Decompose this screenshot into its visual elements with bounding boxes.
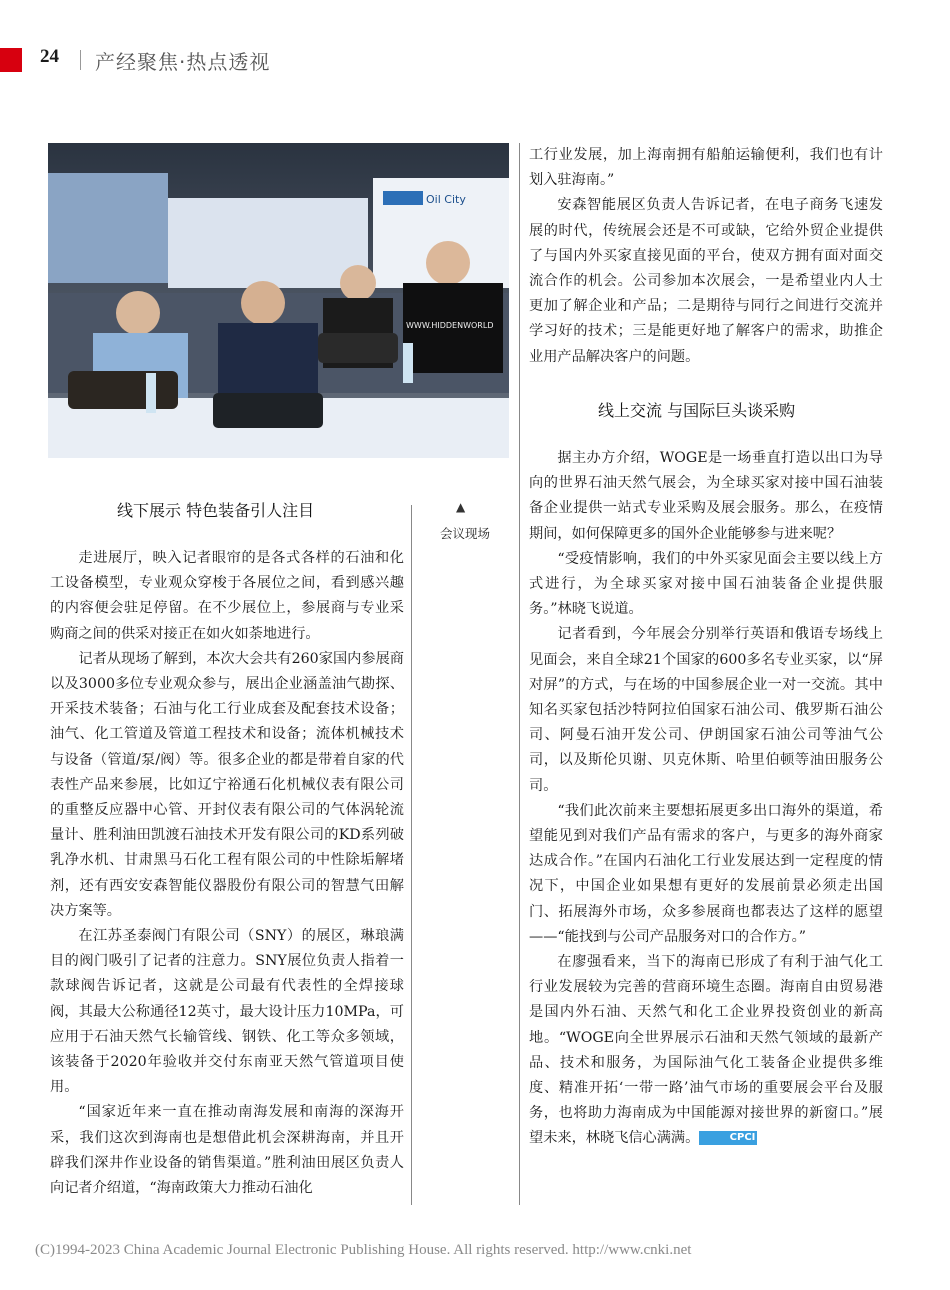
column-divider-right: [519, 143, 520, 1205]
right-column-top: [529, 143, 883, 370]
paragraph-last: [529, 950, 883, 1152]
paragraph: 据主办方介绍，WOGE是一场垂直打造以出口为导向的世界石油天然气展会，为全球买家对接中国石油装备企业提供一站式专业采购及展会服务。那么，在疫情期间，如何保障更多的国外企业能够参与进来呢？: [529, 450, 883, 542]
paragraph: 记者从现场了解到，本次大会共有260家国内参展商以及3000多位专业观众参与，展出企业涵盖油气勘探、开采技术装备；石油与化工行业成套及配套技术设备；油气、化工管道及管道工程技术和设备；流体机械技术与设备（管道/泵/阀）等。很多企业的都是带着自家的代表性产品来参展，比如辽宁裕通石化机械仪表有限公司的重整反应器中心管、开封仪表有限公司的气体涡轮流量计、胜利油田凯渡石油技术开发有限公司的KD系列破乳净水机、甘肃黑马石化工程有限公司的中性除垢解堵剂，还有西安安森智能仪器股份有限公司的智慧气田解决方案等。: [50, 650, 404, 919]
exhibition-photo: [48, 143, 509, 458]
section-title: 产经聚焦·热点透视: [95, 50, 271, 74]
paragraph: 工行业发展，加上海南拥有船舶运输便利，我们也有计划入驻海南。”: [529, 147, 883, 189]
caption-arrow: ▲: [456, 500, 466, 514]
header-divider: [80, 50, 81, 70]
paragraph: 记者看到，今年展会分别举行英语和俄语专场线上见面会，来自全球21个国家的600多名专业买家，以“屏对屏”的方式，与在场的中国参展企业一对一交流。其中知名买家包括沙特阿拉伯国家石油公司、俄罗斯石油公司、阿曼石油开发公司、伊朗国家石油公司等油气公司，以及斯伦贝谢、贝克休斯、哈里伯顿等油田服务公司。: [529, 626, 883, 794]
paragraph: 安森智能展区负责人告诉记者，在电子商务飞速发展的时代，传统展会还是不可或缺，它给外贸企业提供了与国内外买家直接见面的平台，使双方拥有面对面交流合作的机会。公司参加本次展会，一是希望业内人士更加了解企业和产品；二是期待与同行之间进行交流并学习好的技术；三是能更好地了解客户的需求，助推企业用产品解决客户的问题。: [529, 197, 883, 365]
left-column: [50, 546, 404, 1201]
photo-caption: 会议现场: [440, 526, 491, 541]
paragraph: “我们此次前来主要想拓展更多出口海外的渠道，希望能见到对我们产品有需求的客户，与更多的海外商家达成合作。”在国内石油化工行业发展达到一定程度的情况下，中国企业如果想有更好的发展前景必须走出国门、拓展海外市场，众多参展商也都表达了这样的愿望——“能找到与公司产品服务对口的合作方。”: [529, 802, 883, 945]
right-column-bottom: [529, 446, 883, 1152]
paragraph: 在江苏圣泰阀门有限公司（SNY）的展区，琳琅满目的阀门吸引了记者的注意力。SNY展位负责人指着一款球阀告诉记者，这就是公司最有代表性的全焊接球阀，其最大公称通径12英寸，最大设计压力10MPa，可应用于石油天然气长输管线、钢铁、化工等众多领域，该装备于2020年验收并交付东南亚天然气管道项目使用。: [50, 928, 404, 1096]
page-number: 24: [40, 46, 59, 67]
subhead-offline: 线下展示 特色装备引人注目: [117, 501, 315, 520]
cpci-end-logo: CPCI: [699, 1131, 757, 1145]
copyright-footer: (C)1994-2023 China Academic Journal Electronic Publishing House. All rights reserved. http://www.cnki.net: [35, 1242, 692, 1258]
subhead-online: 线上交流 与国际巨头谈采购: [598, 401, 796, 420]
paragraph-text: 在廖强看来，当下的海南已形成了有利于油气化工行业发展较为完善的营商环境生态圈。海南自由贸易港是国内外石油、天然气和化工企业界投资创业的新高地。“WOGE向全世界展示石油和天然气领域的最新产品、技术和服务，为国际油气化工装备企业提供多维度、精准开拓‘一带一路’油气市场的重要展会平台及服务，也将助力海南成为中国能源对接世界的新窗口。”展望未来，林晓飞信心满满。: [529, 954, 883, 1147]
paragraph: “受疫情影响，我们的中外买家见面会主要以线上方式进行，为全球买家对接中国石油装备企业提供服务。”林晓飞说道。: [529, 550, 883, 618]
paragraph: “国家近年来一直在推动南海发展和南海的深海开采，我们这次到海南也是想借此机会深耕海南，并且开辟我们深井作业设备的销售渠道。”胜利油田展区负责人向记者介绍道，“海南政策大力推动石油化: [50, 1104, 404, 1197]
header-red-block: [0, 48, 22, 72]
column-divider-left: [411, 505, 412, 1205]
shirt-text: WWW.HIDDENWORLD: [406, 321, 494, 330]
banner-text: Oil City: [426, 193, 466, 206]
paragraph: 走进展厅，映入记者眼帘的是各式各样的石油和化工设备模型，专业观众穿梭于各展位之间，看到感兴趣的内容便会驻足停留。在不少展位上，参展商与专业采购商之间的供采对接正在如火如荼地进行。: [50, 550, 404, 642]
